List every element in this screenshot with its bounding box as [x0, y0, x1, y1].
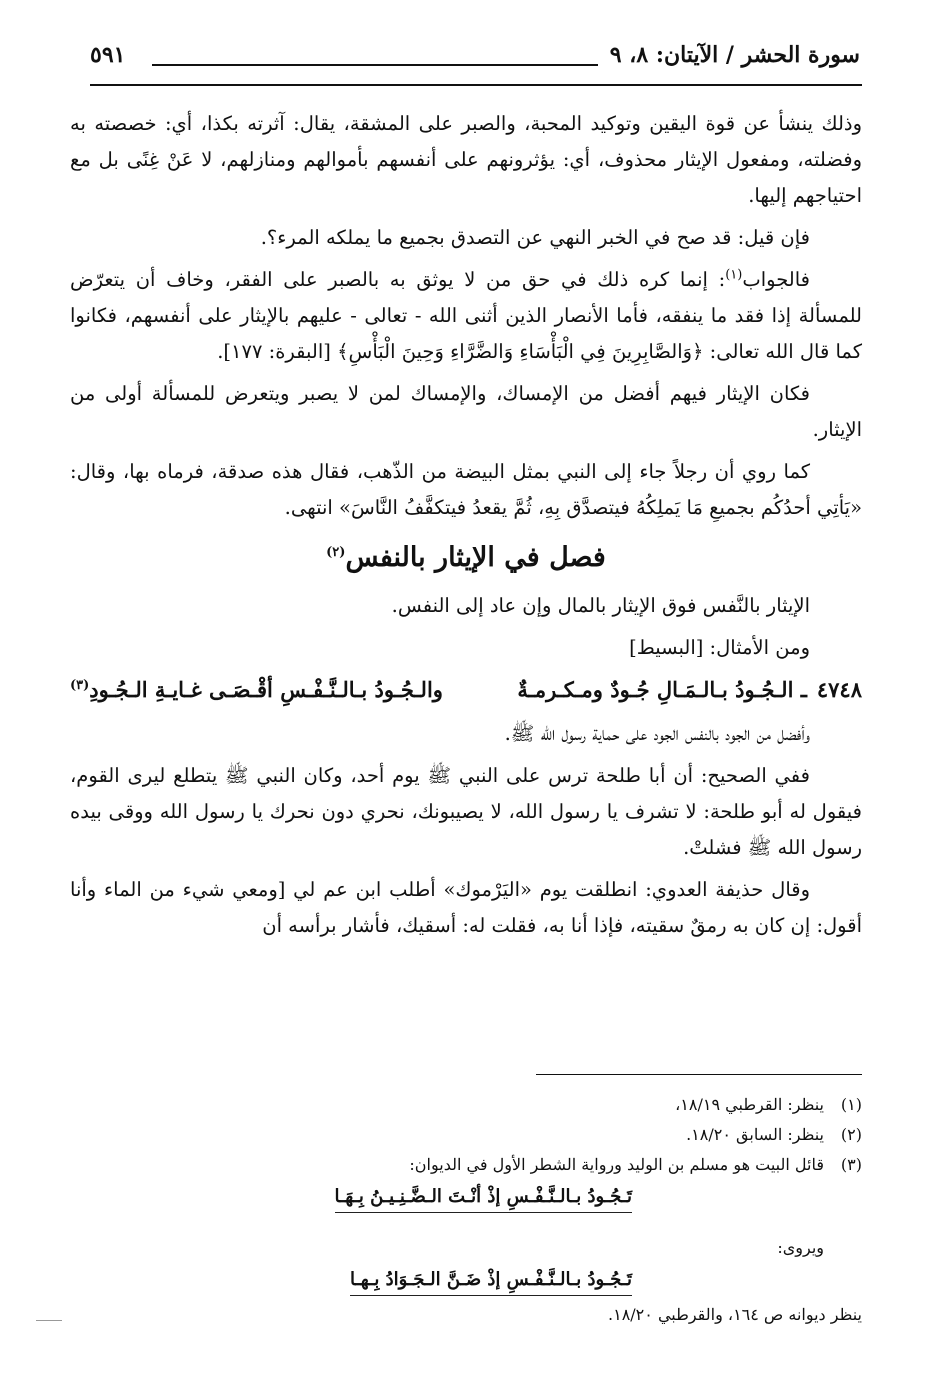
paragraph: ففي الصحيح: أن أبا طلحة ترس على النبي ﷺ يوم أحد، وكان النبي ﷺ يتطلع ليرى القوم، فيقول له أبو طلحة: لا تشرف يا رسول الله، لا يصيبونك، نحري دون نحرك يا رسول الله ووقى بيده رسول الله ﷺ فشلتْ. [70, 764, 862, 859]
paragraph: فإن قيل: قد صح في الخبر النهي عن التصدق بجميع ما يملكه المرء؟. [260, 226, 810, 249]
footnote-1 [70, 1090, 862, 1120]
paragraph: ومن الأمثال: [البسيط] [629, 636, 810, 659]
verse-left [70, 672, 443, 708]
footnote-verse [70, 1265, 862, 1296]
footnote-ref: (٢) [326, 545, 346, 560]
footnote-text: قائل البيت هو مسلم بن الوليد ورواية الشطر الأول في الديوان: [409, 1155, 824, 1174]
footnote-number: (١) [840, 1095, 862, 1114]
paragraph: وأفضل من الجود بالنفس الجود على حماية رسول الله ﷺ. [504, 722, 810, 745]
verse-right [517, 672, 862, 708]
verse-number: ٤٧٤٨ [816, 677, 862, 702]
footnote-verse [70, 1182, 862, 1213]
page-header [90, 42, 860, 82]
paragraph: وذلك ينشأ عن قوة اليقين وتوكيد المحبة، والصبر على المشقة، يقال: آثرته بكذا، أي: خصصته به وفضلته، ومفعول الإيثار محذوف، أي: يؤثرونهم على أنفسهم بأموالهم ومنازلهم، لا عَنْ غِنًى بل مع احتياجهم إليها. [70, 112, 862, 207]
paragraph: فكان الإيثار فيهم أفضل من الإمساك، والإمساك لمن لا يصبر ويتعرض للمسألة أولى من الإيثار. [70, 382, 862, 441]
running-title: سورة الحشر / الآيتان: ٨، ٩ [609, 42, 860, 68]
footnote-number: (٣) [840, 1155, 862, 1174]
footnote-number: (٢) [840, 1125, 862, 1144]
footnote-also-narrated: ويروى: [777, 1238, 824, 1257]
footnote-3 [70, 1150, 862, 1180]
footnote-ref: (٣) [70, 678, 90, 693]
footnote-2 [70, 1120, 862, 1150]
footnote-reference: ينظر ديوانه ص ١٦٤، والقرطبي ١٨/٢٠. [608, 1305, 862, 1324]
paragraph: وقال حذيفة العدوي: انطلقت يوم «اليَرْموك» أطلب ابن عم لي [ومعي شيء من الماء وأنا أقول: إن كان به رمقٌ سقيته، فإذا أنا به، فقلت له: أسقيك، فأشار برأسه أن [70, 878, 862, 937]
footnote-ref: (١) [725, 267, 743, 283]
spacer [70, 1217, 862, 1233]
footnote-verse-text: تَـجُـودُ بـالـنَّـفْـسِ إذْ أنْـتَ الـضَّـنِـيـنُ بِـهَـا [335, 1182, 632, 1213]
footnote-text: ينظر: السابق ١٨/٢٠. [686, 1125, 824, 1144]
page-number: ٥٩١ [90, 42, 126, 68]
answer-lead: فالجواب [742, 268, 810, 291]
footnote-verse-text: تَـجُـودُ بـالـنَّـفْـسِ إذْ ضَـنَّ الـجَـوَادُ بِـهـا [350, 1265, 632, 1296]
header-rule [90, 84, 862, 86]
verse-hemistich-right: ـ الـجُـودُ بـالـمَـالِ جُـودٌ ومـكـرمـةٌ [517, 677, 807, 702]
main-text [70, 106, 862, 950]
section-title-text: فصل في الإيثار بالنفس [345, 542, 606, 573]
scan-mark [36, 1320, 62, 1321]
answer-text: إنما كره ذلك في حق من لا يوثق به بالصبر على الفقر، وخاف أن يتعرّض للمسألة إذا فقد ما ينفقه، فأما الأنصار الذين أثنى الله - تعالى - عليهم بالإيثار على أنفسهم، فكانوا كما قال الله تعالى: ﴿وَالصَّابِرِينَ فِي الْبَأْسَاءِ وَالضَّرَّاءِ وَحِينَ الْبَأْسِ﴾ [البقرة: ١٧٧]. [70, 268, 862, 363]
verse-hemistich-left: والـجُـودُ بـالـنَّـفْـسِ أقْـصَـى غـايـةِ الـجُـودِ [89, 677, 443, 702]
poetry-verse [70, 672, 862, 708]
answer-paragraph: فالجواب$^{(١)}$: إنما كره ذلك في حق من لا يوثق به بالصبر على الفقر، وخاف أن يتعرّض للمسألة إذا فقد ما ينفقه، فأما الأنصار الذين أثنى الله - تعالى - عليهم بالإيثار على أنفسهم، فكانوا كما قال الله تعالى: ﴿وَالصَّابِرِينَ فِي الْبَأْسَاءِ وَالضَّرَّاءِ وَحِينَ الْبَأْسِ﴾ [البقرة: ١٧٧]. [70, 267, 862, 363]
footnote-rule [536, 1074, 862, 1075]
footnotes [70, 1090, 862, 1330]
header-line [152, 64, 598, 66]
section-title [70, 536, 862, 580]
footnote-text: ينظر: القرطبي ١٨/١٩، [675, 1095, 824, 1114]
paragraph: الإيثار بالنَّفس فوق الإيثار بالمال وإن عاد إلى النفس. [391, 594, 810, 617]
paragraph: كما روي أن رجلاً جاء إلى النبي بمثل البيضة من الذّهب، فقال هذه صدقة، فرماه بها، وقال: «يَأتِي أحدُكُم بجميعِ مَا يَملِكُهُ فيتصدَّق بِهِ، ثُمَّ يقعدُ فيتكفَّفُ النَّاسَ» انتهى. [70, 460, 862, 519]
